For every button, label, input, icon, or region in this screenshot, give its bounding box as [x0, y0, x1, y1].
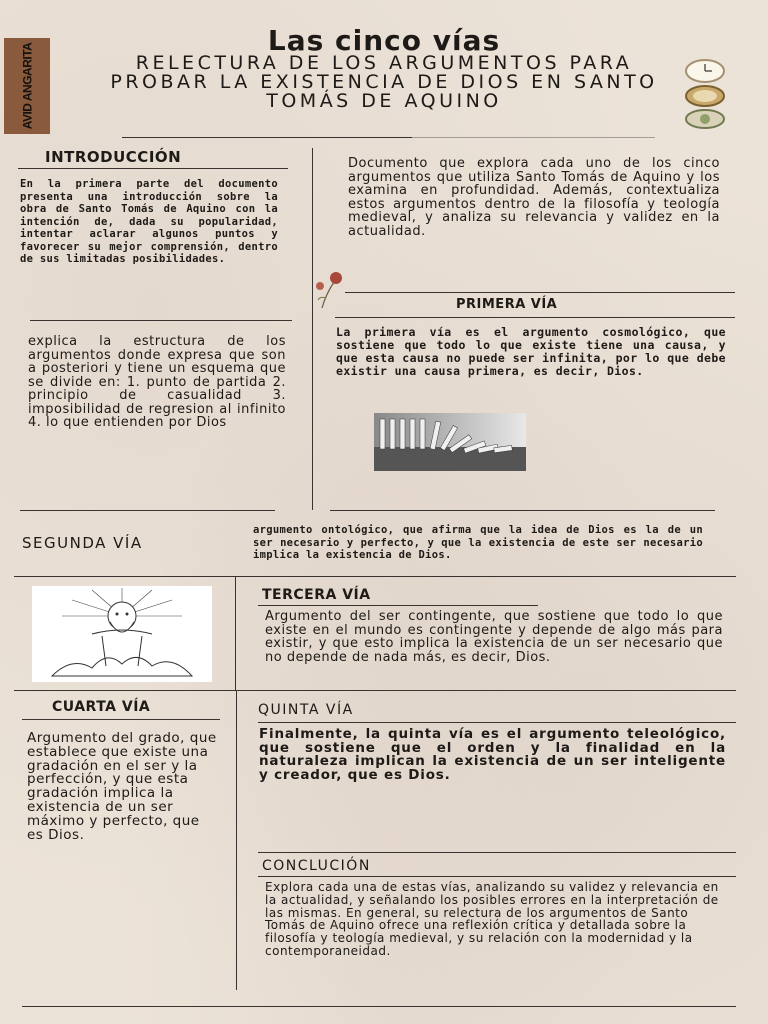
intro-heading: INTRODUCCIÓN: [45, 148, 182, 166]
cuarta-heading: CUARTA VÍA: [52, 699, 151, 715]
dominoes-image: [374, 413, 526, 475]
flower-watch-icon: [684, 108, 726, 134]
structure-text: explica la estructura de los argumentos donde expresa que son a posteriori y tiene un esquema que se divide en: 1. punto de partida 2. principio de casualidad 3. imposibilidad de regresion al infinito 4. lo que entienden por Dios: [28, 334, 286, 430]
segunda-heading: SEGUNDA VÍA: [22, 534, 143, 552]
quinta-heading: QUINTA VÍA: [258, 702, 354, 718]
cuarta-text: Argumento del grado, que establece que existe una gradación en el ser y la perfección, y que esta gradación implica la existencia de un ser máximo y perfecto, que es Dios.: [27, 730, 217, 843]
primera-text: La primera vía es el argumento cosmológico, que sostiene que todo lo que existe tiene una causa, y que esta causa no puede ser infinita, por lo que debe existir una causa primera, es decir, Dios.: [336, 325, 726, 378]
document-description: Documento que explora cada uno de los cinco argumentos que utiliza Santo Tomás de Aquino y los examina en profundidad. Además, contextualiza estos argumentos dentro de la filosofía y teología medieval, y analiza su relevancia y validez en la actualidad.: [348, 156, 720, 239]
tercera-heading: TERCERA VÍA: [262, 587, 371, 603]
segunda-text: argumento ontológico, que afirma que la idea de Dios es la de un ser necesario y perfecto, y que la existencia de este ser necesario implica la existencia de Dios.: [253, 524, 703, 561]
author-name: AVID ANGARITA: [20, 42, 35, 130]
author-tag: [4, 38, 50, 134]
tercera-text: Argumento del ser contingente, que sostiene que todo lo que existe en el mundo es contingente y depende de algo más para existir, y que esto implica la existencia de un ser necesario que no depende de nada más, es decir, Dios.: [265, 609, 723, 665]
conclusion-text: Explora cada una de estas vías, analizando su validez y relevancia en la actualidad, y señalando los posibles errores en la interpretación de las mismas. En general, su relectura de los argumentos de Santo Tomás de Aquino ofrece una reflexión crítica y detallada sobre la filosofía y teología medieval, y su relación con la modernidad y la contemporaneidad.: [265, 880, 719, 958]
primera-heading: PRIMERA VÍA: [456, 297, 558, 312]
conclusion-heading: CONCLUCIÓN: [262, 858, 371, 874]
quinta-text: Finalmente, la quinta vía es el argumento teleológico, que sostiene que el orden y la finalidad en la naturaleza implican la existencia de un ser inteligente y creador, que es Dios.: [259, 726, 726, 783]
page-title: Las cinco vías: [267, 24, 501, 57]
intro-text: En la primera parte del documento presenta una introducción sobre la obra de Santo Tomás de Aquino con la intención de, dada su popularidad, intentar aclarar algunos puntos y favorecer su mejor comprensión, dentro de sus limitadas posibilidades.: [20, 178, 278, 265]
god-cartoon-image: [32, 586, 212, 686]
page-subtitle: RELECTURA DE LOS ARGUMENTOS PARA PROBAR LA EXISTENCIA DE DIOS EN SANTO TOMÁS DE AQUINO: [110, 52, 658, 112]
